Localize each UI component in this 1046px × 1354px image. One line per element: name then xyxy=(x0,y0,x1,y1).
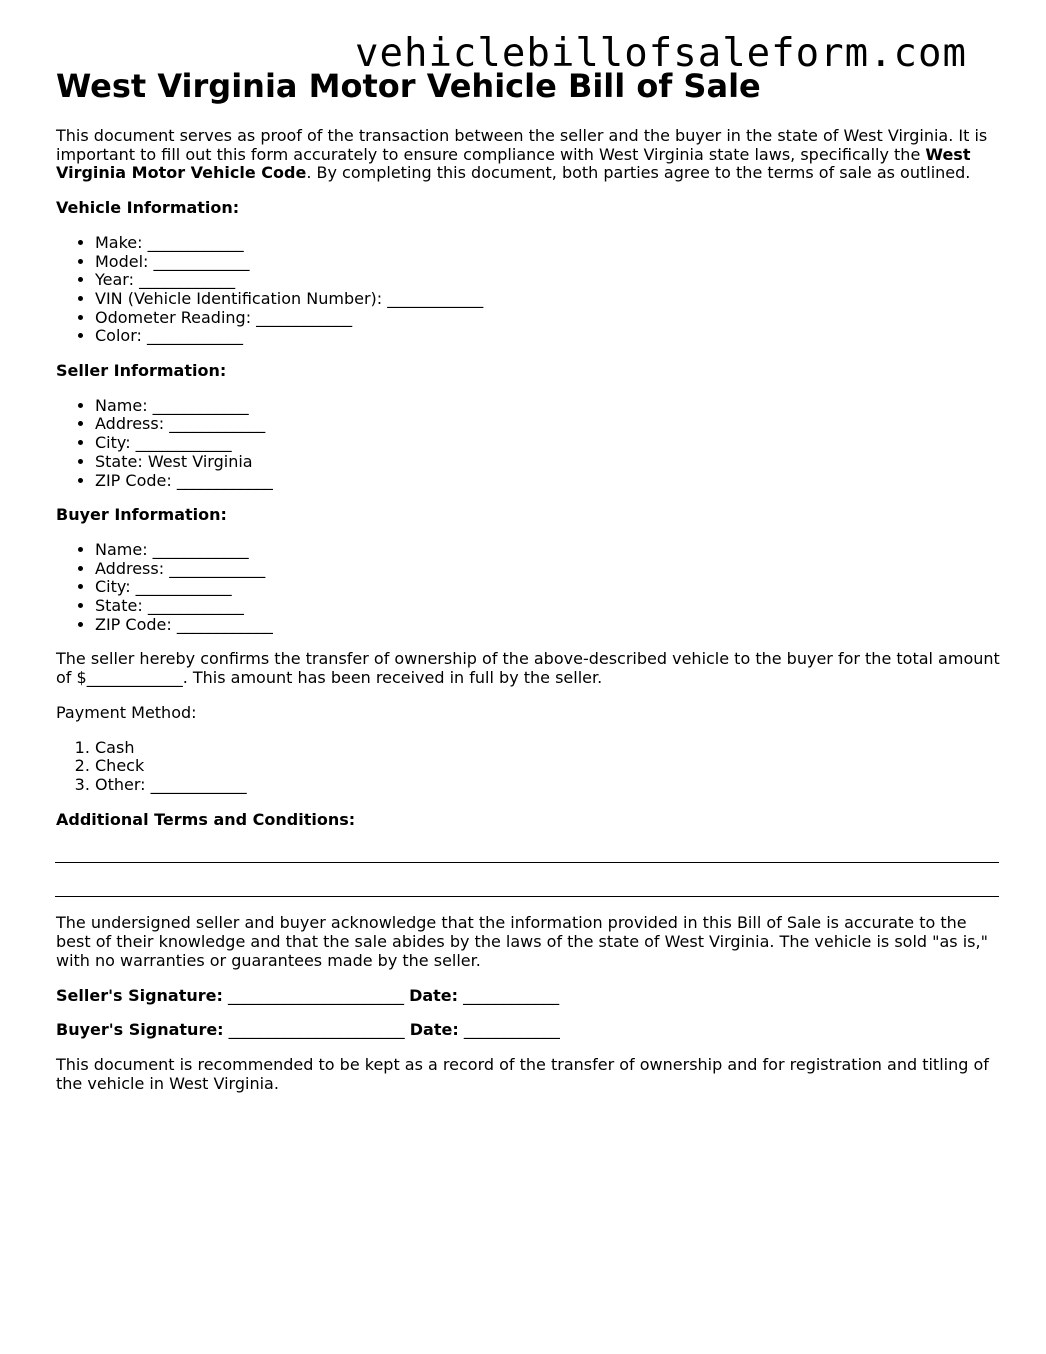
seller-signature-label: Seller's Signature: xyxy=(56,985,223,1005)
buyer-address-item: • Address: ____________ xyxy=(95,560,1000,579)
seller-name-item: • Name: ____________ xyxy=(95,397,1000,416)
payment-method-label: Payment Method: xyxy=(56,702,197,722)
buyer-date-label: Date: xyxy=(409,1020,459,1040)
seller-info-heading: Seller Information: xyxy=(56,361,227,381)
vehicle-info-heading: Vehicle Information: xyxy=(56,198,240,218)
intro-text-end: . By completing this document, both parties agree to the terms of sale as outlined. xyxy=(306,163,971,183)
buyer-state-item: • State: ____________ xyxy=(95,597,1000,616)
page-title: West Virginia Motor Vehicle Bill of Sale xyxy=(56,67,761,105)
buyer-signature-label: Buyer's Signature: xyxy=(56,1020,224,1040)
payment-method-list xyxy=(56,739,1000,795)
additional-terms-heading: Additional Terms and Conditions: xyxy=(56,809,356,829)
vehicle-color-item: • Color: ____________ xyxy=(95,327,1000,346)
payment-option-cash: 1. Cash xyxy=(95,739,1000,758)
intro-paragraph xyxy=(56,127,1000,183)
buyer-signature-row xyxy=(56,1021,1000,1040)
vehicle-make-item: • Make: ____________ xyxy=(95,234,1000,253)
buyer-signature-blank: ______________________ xyxy=(223,1020,410,1040)
vehicle-year-item: • Year: ____________ xyxy=(95,271,1000,290)
buyer-zip-item: • ZIP Code: ____________ xyxy=(95,616,1000,635)
buyer-info-list xyxy=(56,541,1000,635)
vehicle-info-list xyxy=(56,234,1000,346)
document-body xyxy=(56,64,1000,1093)
vehicle-vin-item: • VIN (Vehicle Identification Number): ____________ xyxy=(95,290,1000,309)
buyer-city-item: • City: ____________ xyxy=(95,578,1000,597)
intro-text-start: This document serves as proof of the transaction between the seller and the buyer in the state of West Virginia. It is important to fill out this form accurately to ensure compliance with West Virginia state laws, specifically the xyxy=(56,126,988,164)
seller-date-blank: ____________ xyxy=(458,985,560,1005)
transfer-statement: The seller hereby confirms the transfer of ownership of the above-described vehicle to the buyer for the total amount of $____________. This amount has been received in full by the seller. xyxy=(56,649,1000,688)
seller-address-item: • Address: ____________ xyxy=(95,415,1000,434)
payment-option-other: 3. Other: ____________ xyxy=(95,776,1000,795)
seller-date-label: Date: xyxy=(409,985,459,1005)
terms-blank-line xyxy=(55,862,999,863)
seller-info-list xyxy=(56,397,1000,491)
seller-signature-row xyxy=(56,987,1000,1006)
vehicle-model-item: • Model: ____________ xyxy=(95,253,1000,272)
buyer-date-blank: ____________ xyxy=(458,1020,560,1040)
intro-code-name: West Virginia Motor Vehicle Code xyxy=(56,144,971,183)
seller-zip-item: • ZIP Code: ____________ xyxy=(95,472,1000,491)
seller-signature-blank: ______________________ xyxy=(222,985,410,1005)
site-watermark: vehiclebillofsaleform.com xyxy=(355,31,967,76)
vehicle-odometer-item: • Odometer Reading: ____________ xyxy=(95,309,1000,328)
seller-state-item: • State: West Virginia xyxy=(95,453,1000,472)
terms-blank-line xyxy=(55,896,999,897)
acknowledgment-paragraph: The undersigned seller and buyer acknowledge that the information provided in this Bill of Sale is accurate to the best of their knowledge and that the sale abides by the laws of the state of West Virginia. The vehicle is sold "as is," with no warranties or guarantees made by the seller. xyxy=(56,913,988,970)
payment-option-check: 2. Check xyxy=(95,757,1000,776)
seller-city-item: • City: ____________ xyxy=(95,434,1000,453)
buyer-info-heading: Buyer Information: xyxy=(56,505,227,525)
closing-paragraph: This document is recommended to be kept as a record of the transfer of ownership and for registration and titling of the vehicle in West Virginia. xyxy=(56,1054,989,1093)
buyer-name-item: • Name: ____________ xyxy=(95,541,1000,560)
